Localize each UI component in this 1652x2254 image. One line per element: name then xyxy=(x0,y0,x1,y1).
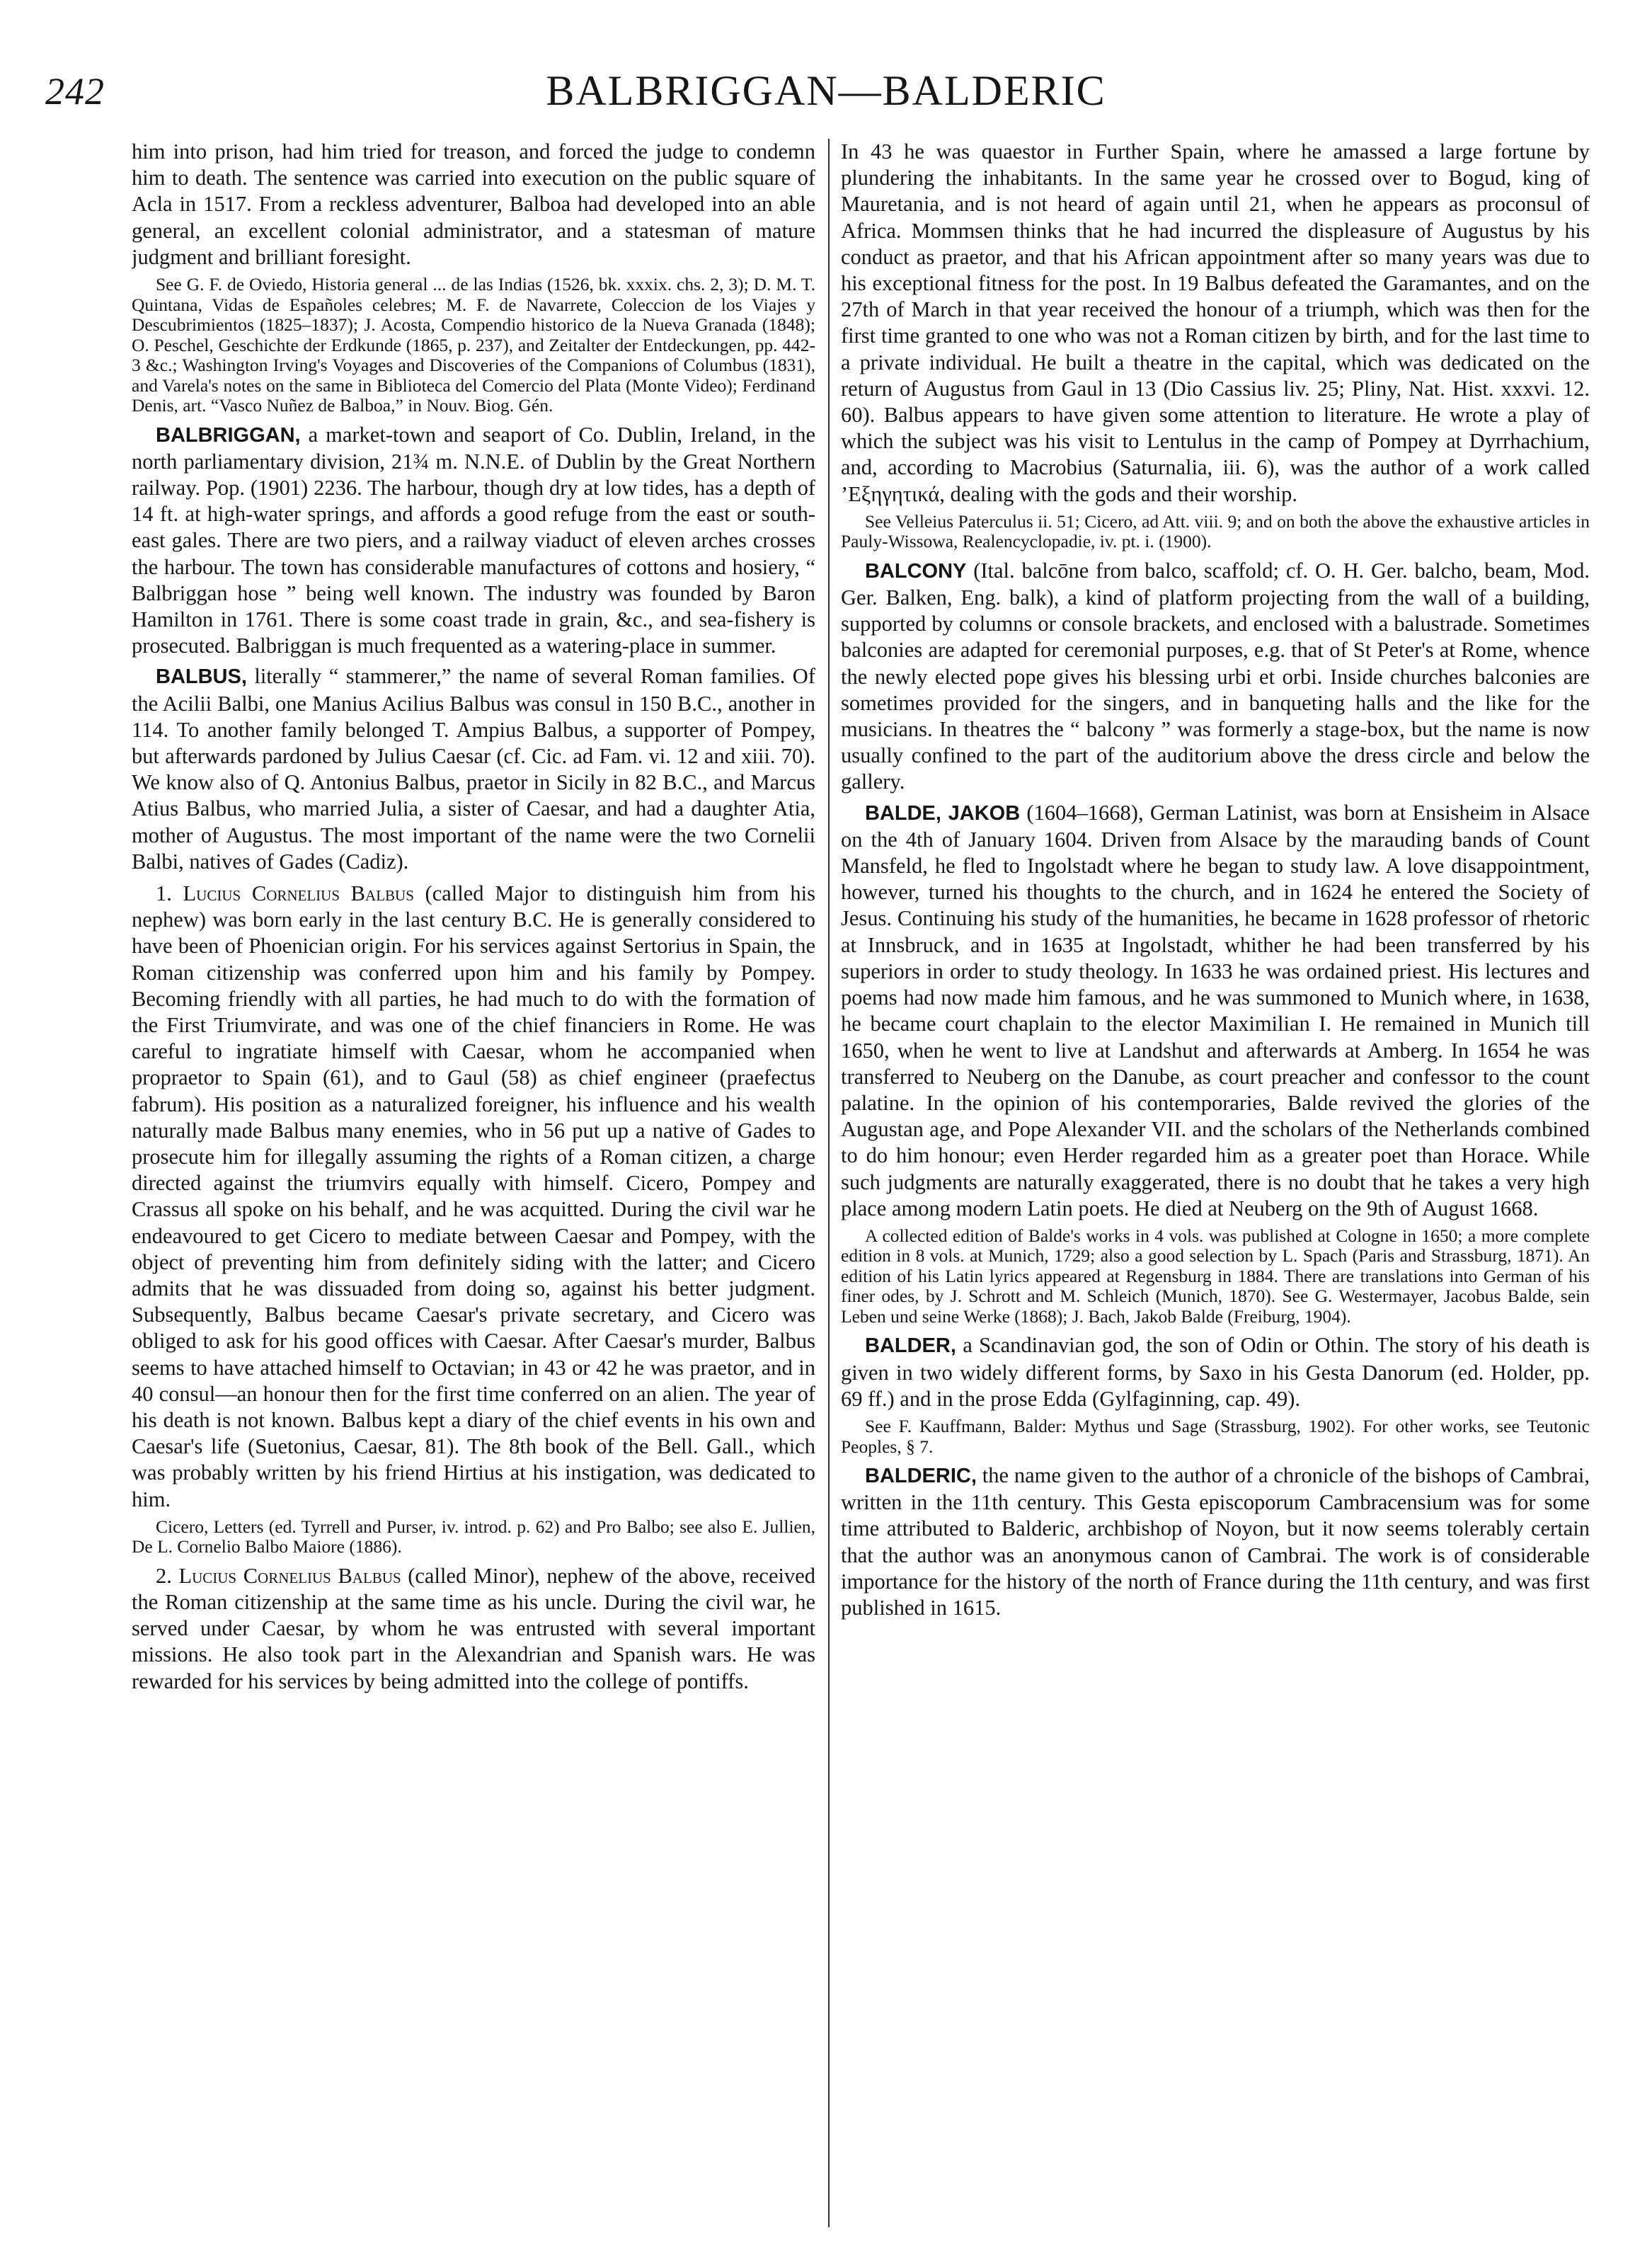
text-balbriggan: a market-town and seaport of Co. Dublin, Ireland, in the north parliamentary division, 21¾ m. N.N.E. of Dublin by the Great Northern railway. Pop. (1901) 2236. The harbour, though dry at low tides, has a depth of 14 ft. at high-water springs, and affords a good refuge from the east or south-east gales. There are two piers, and a railway viaduct of eleven arches crosses the harbour. The town has considerable manufactures of cottons and hosiery, “ Balbriggan hose ” being well known. The industry was founded by Baron Hamilton in 1761. There is some coast trade in grain, &c., and sea-fishery is prosecuted. Balbriggan is much frequented as a watering-place in summer. xyxy=(132,422,815,658)
text-balde: (1604–1668), German Latinist, was born at Ensisheim in Alsace on the 4th of January 1604. Driven from Alsace by the marauding bands of Count Mansfeld, he fled to Ingolstadt where he began to study law. A love disappointment, however, turned his thoughts to the church, and in 1624 he entered the Society of Jesus. Continuing his study of the humanities, he became in 1628 professor of rhetoric at Innsbruck, and in 1635 at Ingolstadt, whither he had been transferred by his superiors in order to study theology. In 1633 he was ordained priest. His lectures and poems had now made him famous, and he was summoned to Munich where, in 1638, he became court chaplain to the elector Maximilian I. He remained in Munich till 1650, when he went to live at Landshut and afterwards at Amberg. In 1654 he was transferred to Neuberg on the Danube, as court preacher and confessor to the count palatine. In the opinion of his contemporaries, Balde revived the glories of the Augustan age, and Pope Alexander VII. and the scholars of the Netherlands combined to do him honour; even Herder regarded him as a greater poet than Horace. While such judgments are naturally exaggerated, there is no doubt that he takes a very high place among modern Latin poets. He died at Neuberg on the 9th of August 1668. xyxy=(841,800,1590,1220)
headword-balder: BALDER, xyxy=(865,1334,956,1358)
text-balder: a Scandinavian god, the son of Odin or Othin. The story of his death is given in two widely different forms, by Saxo in his Gesta Danorum (ed. Holder, pp. 69 ff.) and in the prose Edda (Gylfaginning, cap. 49). xyxy=(841,1333,1590,1411)
balboa-references: See G. F. de Oviedo, Historia general ... de las Indias (1526, bk. xxxix. chs. 2, 3); D. M. T. Quintana, Vidas de Españoles celebres; M. F. de Navarrete, Coleccion de los Viajes y Descubrimientos (1825–1837); J. Acosta, Compendio historico de la Nueva Granada (1848); O. Peschel, Geschichte der Erdkunde (1865, p. 237), and Zeitalter der Entdeckungen, pp. 442-3 &c.; Washington Irving's Voyages and Discoveries of the Companions of Columbus (1831), and Varela's notes on the same in Biblioteca del Comercio del Plata (Monte Video); Ferdinand Denis, art. “Vasco Nuñez de Balboa,” in Nouv. Biog. Gén. xyxy=(132,274,815,416)
column-divider xyxy=(828,139,830,2227)
balbus-minor-references: See Velleius Paterculus ii. 51; Cicero, ad Att. viii. 9; and on both the above the exhaustive articles in Pauly-Wissowa, Realencyclopadie, iv. pt. i. (1900). xyxy=(841,510,1590,552)
entry-balbriggan xyxy=(132,422,815,660)
balbus-major-references: Cicero, Letters (ed. Tyrrell and Purser, iv. introd. p. 62) and Pro Balbo; see also E. Jullien, De L. Cornelio Balbo Maiore (1886). xyxy=(132,1516,815,1557)
page-number: 242 xyxy=(45,70,105,113)
balboa-continuation: him into prison, had him tried for treason, and forced the judge to condemn him to death. The sentence was carried into execution on the public square of Acla in 1517. From a reckless adventurer, Balboa had developed into an able general, an excellent colonial administrator, and a statesman of mature judgment and brilliant foresight. xyxy=(132,139,815,269)
balbus-minor-continuation: In 43 he was quaestor in Further Spain, where he amassed a large fortune by plundering the inhabitants. In the same year he crossed over to Bogud, king of Mauretania, and is not heard of again until 21, when he appears as proconsul of Africa. Mommsen thinks that he had incurred the displeasure of Augustus by his conduct as praetor, and that his African appointment after so many years was due to his exceptional fitness for the post. In 19 Balbus defeated the Garamantes, and on the 27th of March in that year received the honour of a triumph, which was then for the first time granted to one who was not a Roman citizen by birth, and for the last time to a private individual. He built a theatre in the capital, which was dedicated on the return of Augustus from Gaul in 13 (Dio Cassius liv. 25; Pliny, Nat. Hist. xxxvi. 12. 60). Balbus appears to have given some attention to literature. He wrote a play of which the subject was his visit to Lentulus in the camp of Pompey at Dyrrhachium, and, according to Macrobius (Saturnalia, iii. 6), was the author of a work called ’Eξηγητικά, dealing with the gods and their worship. xyxy=(841,139,1590,506)
text-balbus-major: (called Major to distinguish him from his nephew) was born early in the last century B.C. He is generally considered to have been of Phoenician origin. For his services against Sertorius in Spain, the Roman citizenship was conferred upon him and his family by Pompey. Becoming friendly with all parties, he had much to do with the formation of the First Triumvirate, and was one of the chief financiers in Rome. He was careful to ingratiate himself with Caesar, whom he accompanied when propraetor to Spain (61), and to Gaul (58) as chief engineer (praefectus fabrum). His position as a naturalized foreigner, his influence and his wealth naturally made Balbus many enemies, who in 56 put up a native of Gades to prosecute him for illegally assuming the rights of a Roman citizen, a charge directed against the triumvirs equally with himself. Cicero, Pompey and Crassus all spoke on his behalf, and he was acquitted. During the civil war he endeavoured to get Cicero to mediate between Caesar and Pompey, with the object of preventing him from definitely siding with the latter; and Cicero admits that he was dissuaded from doing so, against his better judgment. Subsequently, Balbus became Caesar's private secretary, and Cicero was obliged to ask for his good offices with Caesar. After Caesar's murder, Balbus seems to have attached himself to Octavian; in 43 or 42 he was praetor, and in 40 consul—an honour then for the first time conferred on an alien. The year of his death is not known. Balbus kept a diary of the chief events in his own and Caesar's life (Suetonius, Caesar, 81). The 8th book of the Bell. Gall., which was probably written by his friend Hirtius at his instigation, was dedicated to him. xyxy=(132,881,815,1511)
label-balbus-major: 1. Lucius Cornelius Balbus xyxy=(156,881,414,905)
label-balbus-minor: 2. Lucius Cornelius Balbus xyxy=(156,1563,401,1588)
running-title: BALBRIGGAN—BALDERIC xyxy=(546,67,1106,114)
text-balcony: (Ital. balcōne from balco, scaffold; cf. O. H. Ger. balcho, beam, Mod. Ger. Balken, Eng. balk), a kind of platform projecting from the wall of a building, supported by columns or console brackets, and enclosed with a balustrade. Sometimes balconies are adapted for ceremonial purposes, e.g. that of St Peter's at Rome, whence the newly elected pope gives his blessing urbi et orbi. Inside churches balconies are sometimes provided for the singers, and in banqueting halls and the like for the musicians. In theatres the “ balcony ” was formerly a stage-box, but the name is now usually confined to the part of the auditorium above the dress circle and below the gallery. xyxy=(841,558,1590,794)
headword-balbus: BALBUS, xyxy=(156,665,247,689)
subentry-balbus-major xyxy=(132,881,815,1513)
headword-balcony: BALCONY xyxy=(865,559,967,583)
entry-balderic xyxy=(841,1463,1590,1621)
headword-balbriggan: BALBRIGGAN, xyxy=(156,423,301,447)
text-balderic: the name given to the author of a chronicle of the bishops of Cambrai, written in the 11th century. This Gesta episcoporum Cambracensium was for some time attributed to Balderic, archbishop of Noyon, but it now seems tolerably certain that the author was an anonymous canon of Cambrai. The work is of considerable importance for the history of the north of France during the 11th century, and was first published in 1615. xyxy=(841,1463,1590,1620)
balder-references: See F. Kauffmann, Balder: Mythus und Sage (Strassburg, 1902). For other works, see Teutonic Peoples, § 7. xyxy=(841,1416,1590,1457)
text-balbus-minor: (called Minor), nephew of the above, received the Roman citizenship at the same time as his uncle. During the civil war, he served under Caesar, by whom he was entrusted with several important missions. He also took part in the Alexandrian and Spanish wars. He was rewarded for his services by being admitted into the college of pontiffs. xyxy=(132,1563,815,1693)
entry-balcony xyxy=(841,558,1590,796)
balde-references: A collected edition of Balde's works in 4 vols. was published at Cologne in 1650; a more complete edition in 8 vols. at Munich, 1729; also a good selection by L. Spach (Paris and Strassburg, 1871). An edition of his Latin lyrics appeared at Regensburg in 1884. There are translations into German of his finer odes, by J. Schrott and M. Schleich (Munich, 1870). See G. Westermayer, Jacobus Balde, sein Leben und seine Werke (1868); J. Bach, Jakob Balde (Freiburg, 1904). xyxy=(841,1225,1590,1327)
headword-balde: BALDE, JAKOB xyxy=(865,801,1021,825)
subentry-balbus-minor xyxy=(132,1563,815,1695)
right-column xyxy=(841,139,1590,2234)
headword-balderic: BALDERIC, xyxy=(865,1465,977,1488)
left-column xyxy=(132,139,815,2234)
text-balbus: literally “ stammerer,” the name of several Roman families. Of the Acilii Balbi, one Manius Acilius Balbus was consul in 150 B.C., another in 114. To another family belonged T. Ampius Balbus, a supporter of Pompey, but afterwards pardoned by Julius Caesar (cf. Cic. ad Fam. vi. 12 and xiii. 70). We know also of Q. Antonius Balbus, praetor in Sicily in 82 B.C., and Marcus Atius Balbus, who married Julia, a sister of Caesar, and had a daughter Atia, mother of Augustus. The most important of the name were the two Cornelii Balbi, natives of Gades (Cadiz). xyxy=(132,664,815,874)
entry-balde xyxy=(841,800,1590,1222)
entry-balder xyxy=(841,1332,1590,1412)
entry-balbus xyxy=(132,663,815,875)
